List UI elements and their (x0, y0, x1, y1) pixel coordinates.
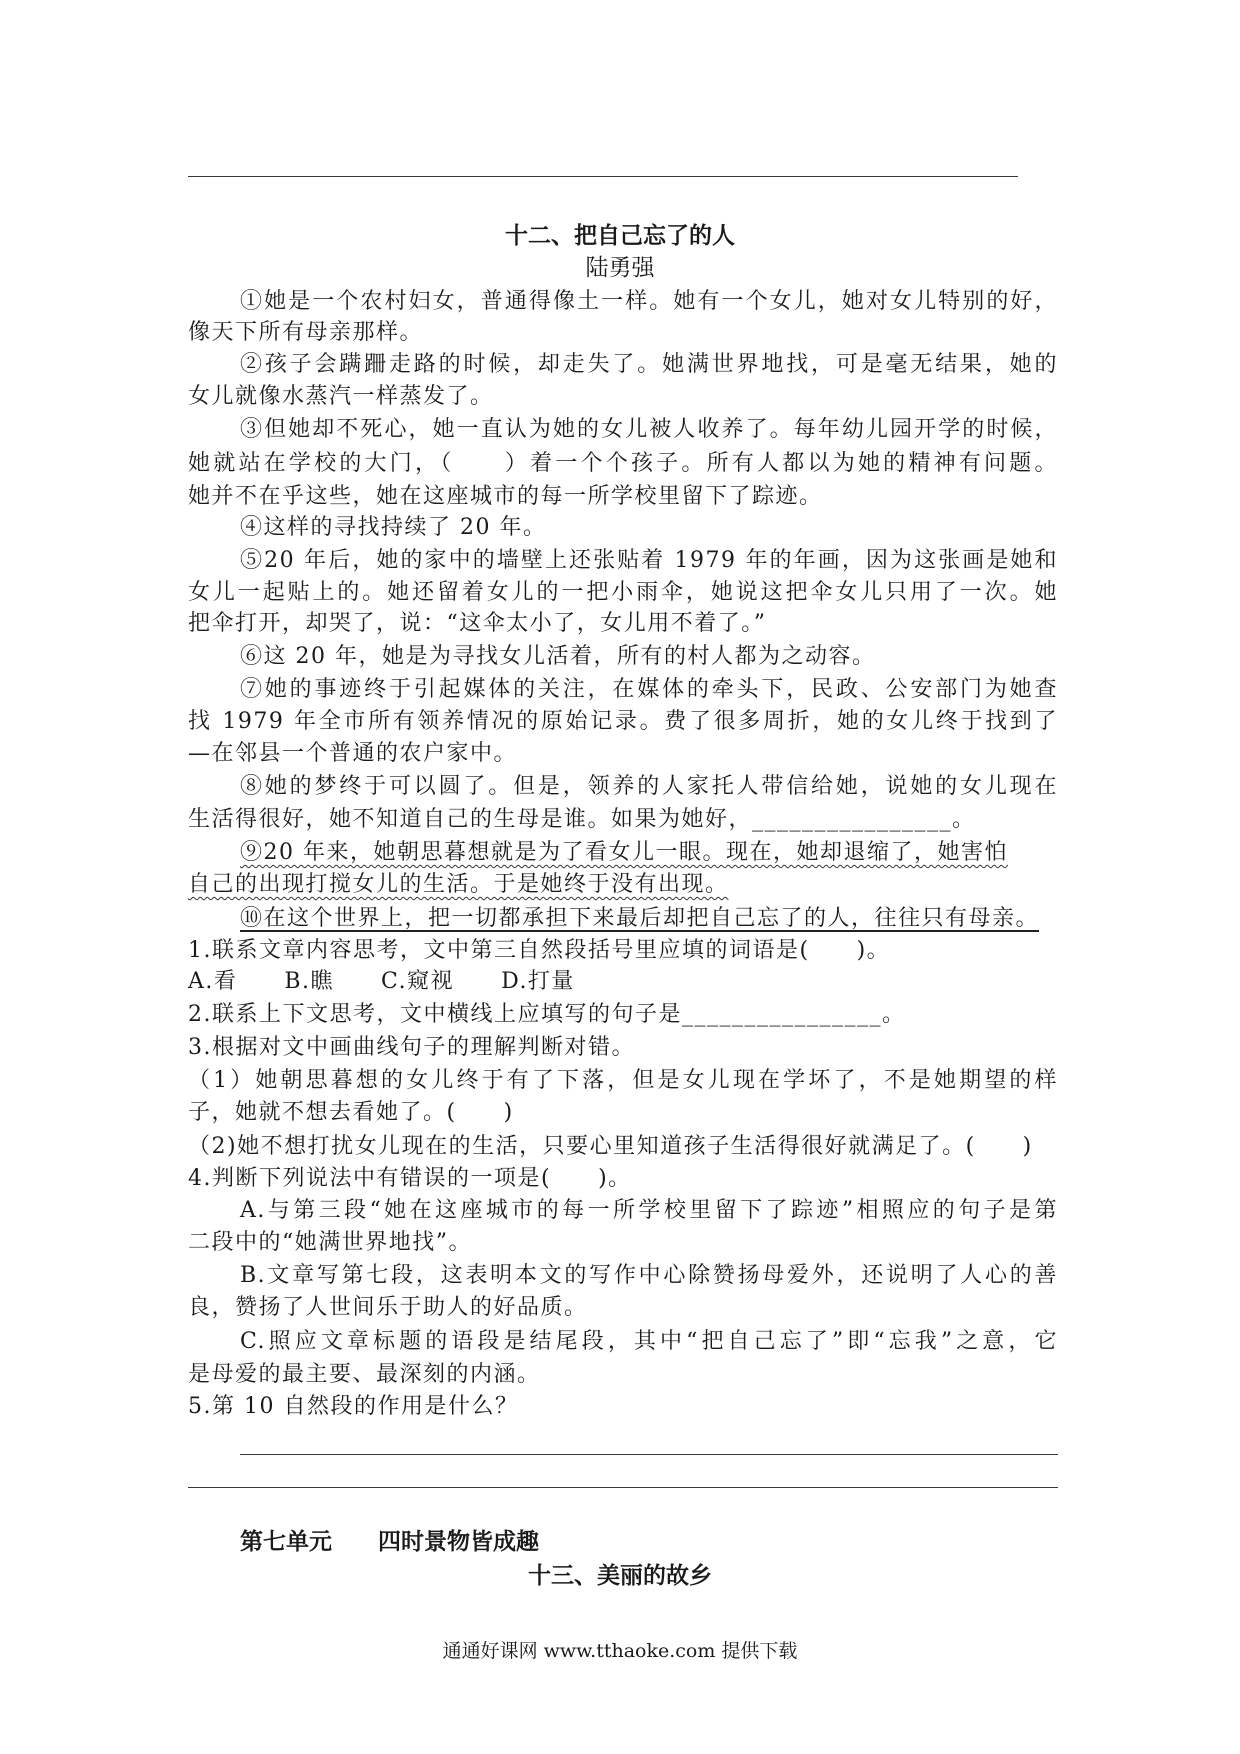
answer-line-2 (188, 1487, 1058, 1488)
paragraph-3-line-2: 她就站在学校的大门，（ ）着一个个孩子。所有人都以为她的精神有问题。 (188, 451, 1058, 476)
article-title: 十二、把自己忘了的人 (505, 223, 735, 249)
footer-download-note: 通通好课网 www.tthaoke.com 提供下载 (442, 1640, 798, 1662)
paragraph-2-line-1: ②孩子会蹒跚走路的时候，却走失了。她满世界地找，可是毫无结果，她的 (240, 352, 1058, 377)
paragraph-5-line-2: 女儿一起贴上的。她还留着女儿的一把小雨伞，她说这把伞女儿只用了一次。她 (188, 580, 1058, 605)
question-3: 3.根据对文中画曲线句子的理解判断对错。 (188, 1035, 635, 1060)
question-4-option-a-line-1: A.与第三段“她在这座城市的每一所学校里留下了踪迹”相照应的句子是第 (240, 1198, 1058, 1223)
lesson-13-title: 十三、美丽的故乡 (528, 1563, 712, 1589)
paragraph-5-line-1: ⑤20 年后，她的家中的墙壁上还张贴着 1979 年的年画，因为这张画是她和 (240, 548, 1058, 573)
paragraph-1-line-1: ①她是一个农村妇女，普通得像土一样。她有一个女儿，她对女儿特别的好， (240, 289, 1058, 314)
article-author: 陆勇强 (585, 255, 655, 281)
paragraph-9-line-1-wavy: ⑨20 年来，她朝思暮想就是为了看女儿一眼。现在，她却退缩了，她害怕 (240, 840, 1008, 865)
answer-line-1 (240, 1454, 1058, 1455)
question-3-item-1-line-2: 子，她就不想去看她了。( ) (188, 1100, 514, 1125)
question-4-option-c-line-2: 是母爱的最主要、最深刻的内涵。 (188, 1362, 541, 1387)
question-4-option-c-line-1: C.照应文章标题的语段是结尾段，其中“把自己忘了”即“忘我”之意，它 (240, 1329, 1058, 1354)
paragraph-10-underlined: ⑩在这个世界上，把一切都承担下来最后却把自己忘了的人，往往只有母亲。 (240, 906, 1040, 931)
unit-heading: 第七单元 四时景物皆成趣 (240, 1529, 539, 1555)
paragraph-9-line-2-wavy: 自己的出现打搅女儿的生活。于是她终于没有出现。 (188, 872, 729, 897)
question-1: 1.联系文章内容思考，文中第三自然段括号里应填的词语是( )。 (188, 938, 891, 963)
paragraph-3-line-3: 她并不在乎这些，她在这座城市的每一所学校里留下了踪迹。 (188, 484, 823, 509)
paragraph-6: ⑥这 20 年，她是为寻找女儿活着，所有的村人都为之动容。 (240, 644, 876, 669)
paragraph-2-line-2: 女儿就像水蒸汽一样蒸发了。 (188, 384, 494, 409)
paragraph-5-line-3: 把伞打开，却哭了，说：“这伞太小了，女儿用不着了。” (188, 611, 767, 636)
paragraph-7-line-3: —在邻县一个普通的农户家中。 (188, 741, 518, 766)
question-3-item-1-line-1: （1）她朝思暮想的女儿终于有了下落，但是女儿现在学坏了，不是她期望的样 (188, 1068, 1058, 1093)
paragraph-3-line-1: ③但她却不死心，她一直认为她的女儿被人收养了。每年幼儿园开学的时候， (240, 417, 1058, 442)
paragraph-8-line-2: 生活得很好，她不知道自己的生母是谁。如果为她好，________________。 (188, 807, 976, 832)
paragraph-7-line-2: 找 1979 年全市所有领养情况的原始记录。费了很多周折，她的女儿终于找到了 (188, 709, 1058, 734)
question-4-option-b-line-2: 良，赞扬了人世间乐于助人的好品质。 (188, 1295, 588, 1320)
question-1-options: A.看 B.瞧 C.窥视 D.打量 (188, 969, 575, 994)
question-5: 5.第 10 自然段的作用是什么？ (188, 1394, 519, 1419)
paragraph-4: ④这样的寻找持续了 20 年。 (240, 515, 547, 540)
question-3-item-2: （2)她不想打扰女儿现在的生活，只要心里知道孩子生活得很好就满足了。( ) (188, 1134, 1033, 1159)
question-4-option-a-line-2: 二段中的“她满世界地找”。 (188, 1230, 472, 1255)
top-divider-line (188, 176, 1018, 177)
question-2: 2.联系上下文思考，文中横线上应填写的句子是________________。 (188, 1002, 906, 1027)
paragraph-7-line-1: ⑦她的事迹终于引起媒体的关注，在媒体的牵头下，民政、公安部门为她查 (240, 677, 1058, 702)
paragraph-1-line-2: 像天下所有母亲那样。 (188, 320, 424, 345)
question-4: 4.判断下列说法中有错误的一项是( )。 (188, 1166, 632, 1191)
question-4-option-b-line-1: B.文章写第七段，这表明本文的写作中心除赞扬母爱外，还说明了人心的善 (240, 1263, 1058, 1288)
paragraph-8-line-1: ⑧她的梦终于可以圆了。但是，领养的人家托人带信给她，说她的女儿现在 (240, 774, 1058, 799)
